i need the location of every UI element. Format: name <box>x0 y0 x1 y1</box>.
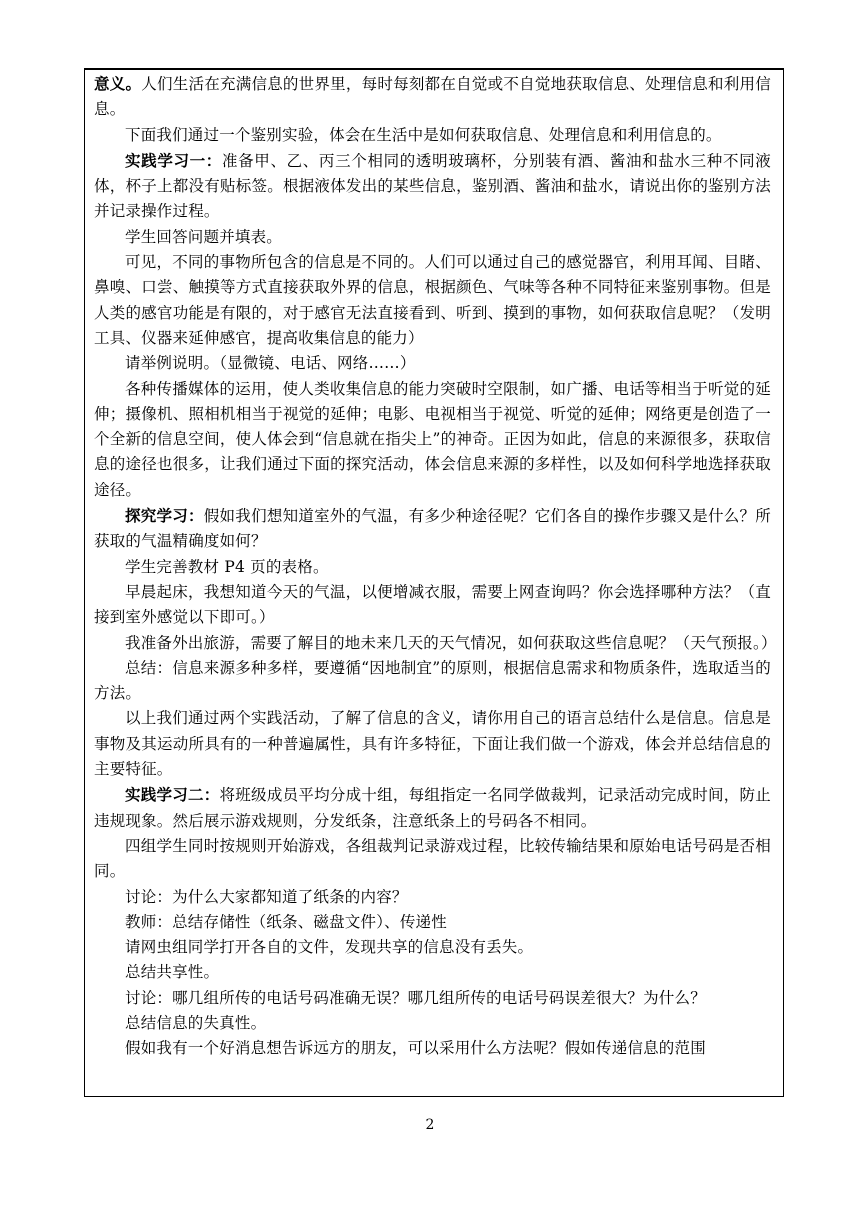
paragraph: 讨论：哪几组所传的电话号码准确无误？哪几组所传的电话号码误差很大？为什么？ <box>125 988 706 1007</box>
paragraph: 教师：总结存储性（纸条、磁盘文件）、传递性 <box>125 912 447 931</box>
paragraph: 假如我有一个好消息想告诉远方的朋友，可以采用什么方法呢？假如传递信息的范围 <box>125 1039 706 1058</box>
paragraph: 学生完善教材 P4 页的表格。 <box>125 557 329 576</box>
paragraph: 早晨起床，我想知道今天的气温，以便增减衣服，需要上网查询吗？你会选择哪种方法？（直接到室外感觉以下即可。） <box>94 582 771 627</box>
paragraph: 四组学生同时按规则开始游戏，各组裁判记录游戏过程，比较传输结果和原始电话号码是否相同。 <box>94 836 771 881</box>
page-number: 2 <box>425 1117 435 1133</box>
paragraph: 下面我们通过一个鉴别实验，体会在生活中是如何获取信息、处理信息和利用信息的。 <box>125 125 722 144</box>
paragraph: 总结：信息来源多种多样，要遵循“因地制宜”的原则，根据信息需求和物质条件，选取适当的方法。 <box>94 658 771 703</box>
paragraph: 意义。人们生活在充满信息的世界里，每时每刻都在自觉或不自觉地获取信息、处理信息和利用信息。 <box>94 74 771 119</box>
paragraph: 可见，不同的事物所包含的信息是不同的。人们可以通过自己的感觉器官，利用耳闻、目睹、鼻嗅、口尝、触摸等方式直接获取外界的信息，根据颜色、气味等各种不同特征来鉴别事物。但是人类的感官功能是有限的，对于感官无法直接看到、听到、摸到的事物，如何获取信息呢？（发明工具、仪器来延伸感官，提高收集信息的能力） <box>94 253 771 347</box>
paragraph: 学生回答问题并填表。 <box>125 227 283 246</box>
content-frame <box>84 68 784 1097</box>
paragraph: 总结共享性。 <box>125 963 220 982</box>
paragraph: 讨论：为什么大家都知道了纸条的内容？ <box>125 887 408 906</box>
paragraph: 请网虫组同学打开各自的文件，发现共享的信息没有丢失。 <box>125 938 534 957</box>
paragraph: 各种传播媒体的运用，使人类收集信息的能力突破时空限制，如广播、电话等相当于听觉的延伸；摄像机、照相机相当于视觉的延伸；电影、电视相当于视觉、听觉的延伸；网络更是创造了一个全新的信息空间，使人体会到“信息就在指尖上”的神奇。正因为如此，信息的来源很多，获取信息的途径也很多，让我们通过下面的探究活动，体会信息来源的多样性，以及如何科学地选择获取途径。 <box>94 379 771 499</box>
paragraph: 实践学习一：准备甲、乙、丙三个相同的透明玻璃杯，分别装有酒、酱油和盐水三种不同液体，杯子上都没有贴标签。根据液体发出的某些信息，鉴别酒、酱油和盐水，请说出你的鉴别方法并记录操作过程。 <box>94 150 771 221</box>
paragraph: 我准备外出旅游，需要了解目的地未来几天的天气情况，如何获取这些信息呢？（天气预报。） <box>125 633 777 652</box>
paragraph: 探究学习：假如我们想知道室外的气温，有多少种途径呢？它们各自的操作步骤又是什么？所获取的气温精确度如何？ <box>94 506 771 551</box>
paragraph: 以上我们通过两个实践活动，了解了信息的含义，请你用自己的语言总结什么是信息。信息是事物及其运动所具有的一种普遍属性，具有许多特征，下面让我们做一个游戏，体会并总结信息的主要特征。 <box>94 709 771 779</box>
paragraph: 实践学习二：将班级成员平均分成十组，每组指定一名同学做裁判，记录活动完成时间，防止违规现象。然后展示游戏规则，分发纸条，注意纸条上的号码各不相同。 <box>94 785 771 830</box>
paragraph: 总结信息的失真性。 <box>125 1013 267 1032</box>
paragraph: 请举例说明。（显微镜、电话、网络……） <box>125 354 416 373</box>
